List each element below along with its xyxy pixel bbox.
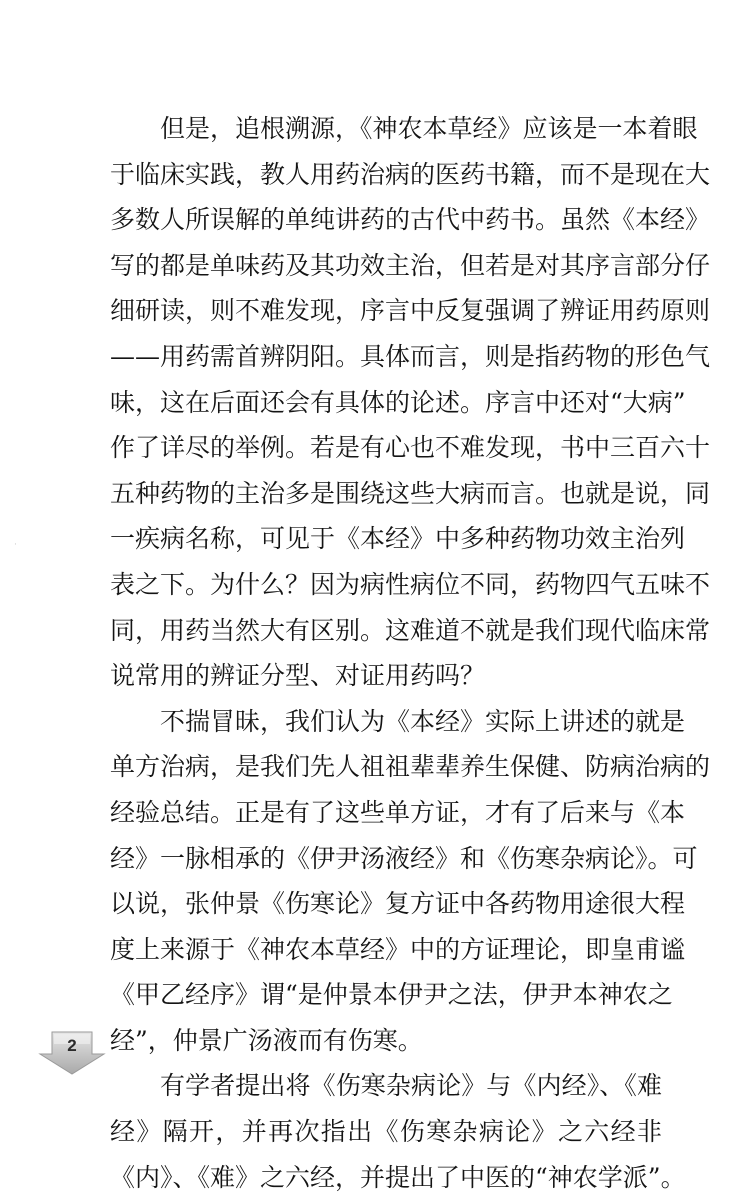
text-line: 度上来源于《神农本草经》中的方证理论，即皇甫谧 (110, 934, 686, 964)
scan-speck: · (14, 540, 17, 550)
text-line: 以说，张仲景《伤寒论》复方证中各药物用途很大程 (110, 889, 686, 919)
body-text (110, 106, 711, 1200)
text-line: 经”，仲景广汤液而有伤寒。 (110, 1025, 423, 1055)
paragraph-2 (110, 699, 711, 1064)
text-line: 味，这在后面还会有具体的论述。序言中还对“大病” (110, 387, 686, 417)
text-line: 但是，追根溯源，《神农本草经》应该是一本着眼 (160, 114, 698, 143)
text-line: 经》隔开，并再次指出《伤寒杂病论》之六经非 (110, 1117, 662, 1147)
page-number: 2 (67, 1036, 77, 1055)
text-line: 说常用的辨证分型、对证用药吗？ (110, 661, 486, 691)
text-line: 有学者提出将《伤寒杂病论》与《内经》、《难 (160, 1071, 662, 1101)
text-line: 经验总结。正是有了这些单方证，才有了后来与《本 (110, 797, 686, 827)
text-line: 于临床实践，教人用药治病的医药书籍，而不是现在大 (110, 159, 711, 189)
text-line: 五种药物的主治多是围绕这些大病而言。也就是说，同 (110, 478, 711, 508)
text-line: 不揣冒昧，我们认为《本经》实际上讲述的就是 (160, 706, 686, 736)
paragraph-3 (110, 1063, 686, 1200)
page-number-badge (38, 1030, 106, 1076)
text-line: 《甲乙经序》谓“是仲景本伊尹之法，伊尹本神农之 (110, 980, 673, 1010)
text-line: 写的都是单味药及其功效主治，但若是对其序言部分仔 (110, 250, 711, 280)
text-line: 经》一脉相承的《伊尹汤液经》和《伤寒杂病论》。可 (110, 843, 698, 873)
text-line: 多数人所误解的单纯讲药的古代中药书。虽然《本经》 (110, 205, 711, 235)
text-line: 同，用药当然大有区别。这难道不就是我们现代临床常 (110, 615, 711, 645)
text-line: 细研读，则不难发现，序言中反复强调了辨证用药原则 (110, 296, 711, 326)
text-line: ——用药需首辨阴阳。具体而言，则是指药物的形色气 (110, 341, 711, 371)
text-line: 《内》、《难》之六经，并提出了中医的“神农学派”。 (110, 1162, 686, 1192)
text-line: 表之下。为什么？因为病性病位不同，药物四气五味不 (110, 569, 711, 599)
text-line: 作了详尽的举例。若是有心也不难发现，书中三百六十 (110, 433, 711, 463)
text-line: 一疾病名称，可见于《本经》中多种药物功效主治列 (110, 524, 686, 554)
paragraph-1 (110, 106, 711, 699)
text-line: 单方治病，是我们先人祖祖辈辈养生保健、防病治病的 (110, 752, 711, 782)
